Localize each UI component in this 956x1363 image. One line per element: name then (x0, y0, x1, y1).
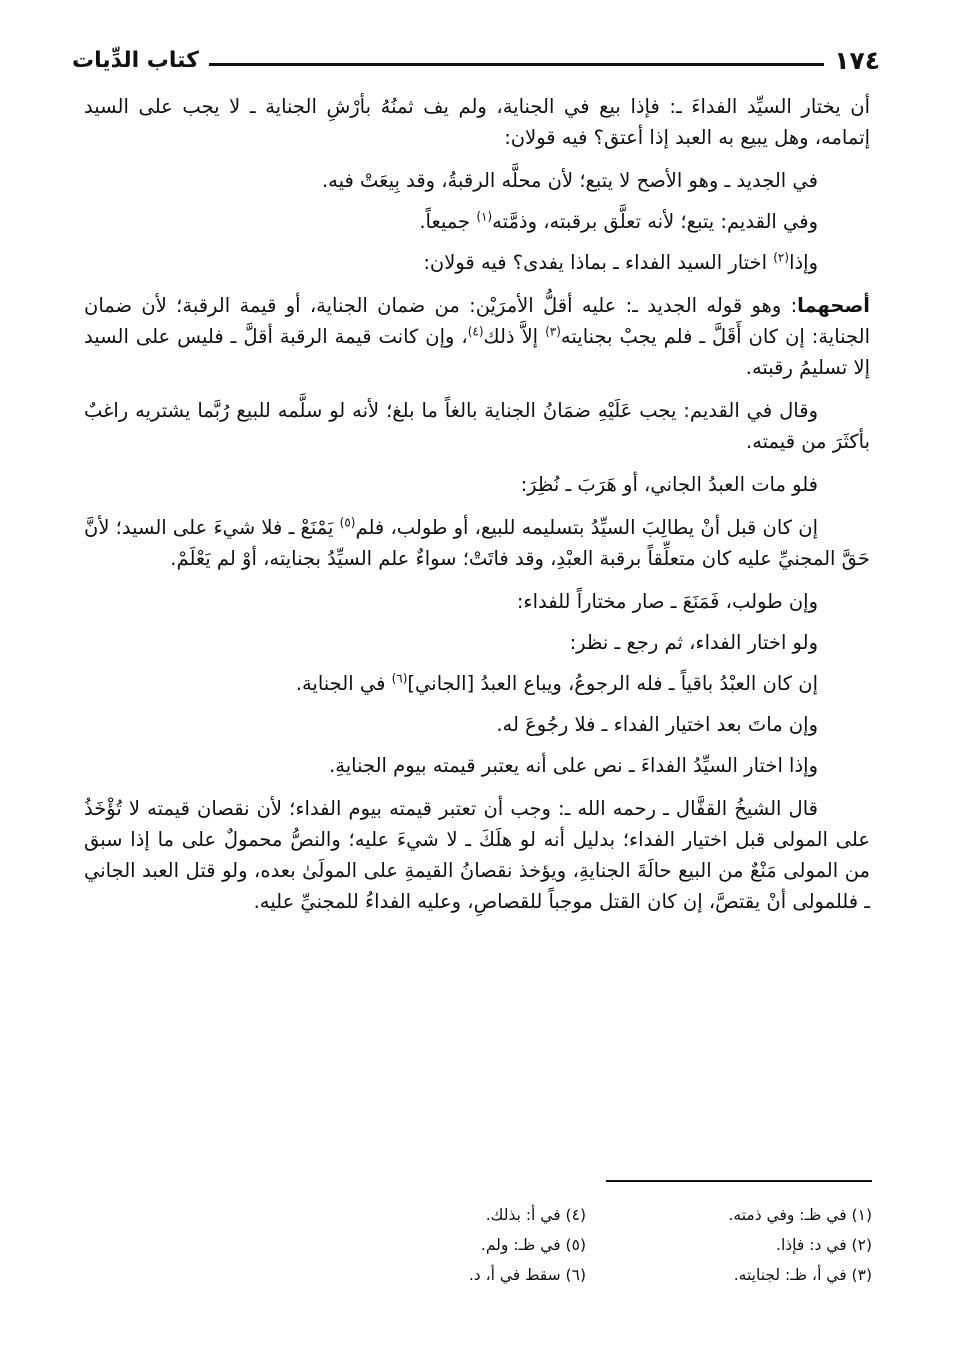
paragraph-text: ، وإن كانت قيمة الرقبة أقلَّ ـ فليس على السيد إلا تسليمُ رقبته. (84, 325, 870, 379)
paragraph: وإن ماتَ بعد اختيار الفداء ـ فلا رجُوعَ له. (496, 713, 818, 736)
paragraph: ولو اختار الفداء، ثم رجع ـ نظر: (569, 631, 818, 654)
paragraph-text: اختار السيد الفداء ـ بماذا يفدى؟ فيه قولان: (423, 251, 774, 274)
paragraph-text: في الجناية. (295, 672, 392, 695)
paragraph (84, 247, 870, 278)
header-rule (209, 63, 824, 66)
running-header (72, 38, 880, 82)
paragraph (84, 512, 870, 574)
footnote-ref: (٣) (545, 324, 561, 339)
paragraph-text: جميعاً. (419, 210, 477, 233)
paragraph-text: وإذا (789, 251, 818, 274)
paragraph: وقال في القديم: يجب عَلَيْهِ ضمَانُ الجناية بالغاً ما بلغ؛ لأنه لو سلَّمه للبيع رُبَّما يشتريه راغبٌ بأكثَرَ من قيمته. (84, 399, 870, 453)
paragraph-text: إن كان العبْدُ باقياً ـ فله الرجوعُ، ويباع العبدُ [الجاني] (407, 672, 818, 695)
paragraph (84, 290, 870, 383)
footnote-ref: (٥) (339, 515, 356, 530)
footnotes-column-right (586, 1200, 872, 1290)
footnote: (٦) سقط في أ، د. (468, 1266, 586, 1284)
paragraph-text: : وهو قوله الجديد ـ: عليه أقلُّ الأمرَيْن: من ضمان الجناية، أو قيمة الرقبة؛ لأن ضمان الجناية: إن كان أَقَلَّ ـ فلم يجبْ بجنايته (84, 294, 871, 348)
footnote-ref: (١) (476, 209, 493, 224)
paragraph: وإن طولب، فَمَنَعَ ـ صار مختاراً للفداء: (516, 590, 818, 613)
footnote-ref: (٤) (467, 324, 484, 339)
main-text (84, 91, 870, 929)
paragraph: وإذا اختار السيِّدُ الفداءَ ـ نص على أنه يعتبر قيمته بيوم الجنايةِ. (329, 754, 818, 777)
footnote: (٣) في أ، ظـ: لجنايته. (733, 1266, 872, 1284)
paragraph: أن يختار السيِّد الفداءَ ـ: فإذا بيع في الجناية، ولم يف ثمنُهُ بأرْشِ الجناية ـ لا يجب على السيد إتمامه، وهل يبيع به العبد إذا أعتق؟ فيه قولان: (84, 95, 870, 149)
paragraph-text: إن كان قبل أنْ يطالِبَ السيِّدُ بتسليمه للبيع، أو طولب، فلم (355, 516, 818, 539)
paragraph-lead: أصحهما (797, 294, 870, 317)
paragraph: في الجديد ـ وهو الأصح لا يتبع؛ لأن محلَّه الرقبةُ، وقد بِيعَتْ فيه. (321, 169, 818, 192)
footnote: (١) في ظـ: وفي ذمته. (728, 1206, 872, 1224)
footnote: (٤) في أ: بذلك. (485, 1206, 586, 1224)
footnotes-column-left (300, 1200, 586, 1290)
paragraph (84, 206, 870, 237)
footnote-ref: (٢) (773, 250, 790, 265)
paragraph: قال الشيخُ القفَّال ـ رحمه الله ـ: وجب أن تعتبر قيمته بيوم الفداء؛ لأن نقصان قيمته لا تُؤْخَذُ على المولى قبل اختيار الفداء؛ بدليل أنه لو هلَكَ ـ لا شيءَ عليه؛ والنصُّ محمولٌ على ما إذا سبق من المولى مَنْعٌ من البيع حالَةَ الجنايةِ، ويؤخذ نقصانُ القيمةِ على المولَىٰ بعده، ولو قتل العبد الجاني ـ فللمولى أنْ يقتصَّ، إن كان القتل موجباً للقصاصِ، وعليه الفداءُ للمجنيِّ عليه. (84, 797, 870, 913)
footnote-separator (606, 1180, 872, 1182)
paragraph-text: يَمْنَعْ ـ فلا شيءَ على السيد؛ لأنَّ حَقَّ المجنيِّ عليه كان متعلِّقاً برقبة العبْدِ، وقد فاتَتْ؛ سواءٌ علم السيِّدُ بجنايته، أوْ لم يَعْلَمْ. (84, 516, 870, 570)
paragraph-text: إلاَّ ذلك (483, 325, 546, 348)
footnote: (٢) في د: فإذا. (776, 1236, 872, 1254)
footnote: (٥) في ظـ: ولم. (480, 1236, 586, 1254)
footnotes (300, 1200, 872, 1290)
paragraph-text: وفي القديم: يتبع؛ لأنه تعلَّق برقبته، وذمَّته (492, 210, 818, 233)
footnote-ref: (٦) (391, 671, 408, 686)
page-number: ١٧٤ (834, 45, 880, 75)
paragraph: فلو مات العبدُ الجاني، أو هَرَبَ ـ نُظِرَ: (520, 473, 818, 496)
running-title: كتاب الدِّيات (72, 47, 199, 73)
paragraph (84, 668, 870, 699)
